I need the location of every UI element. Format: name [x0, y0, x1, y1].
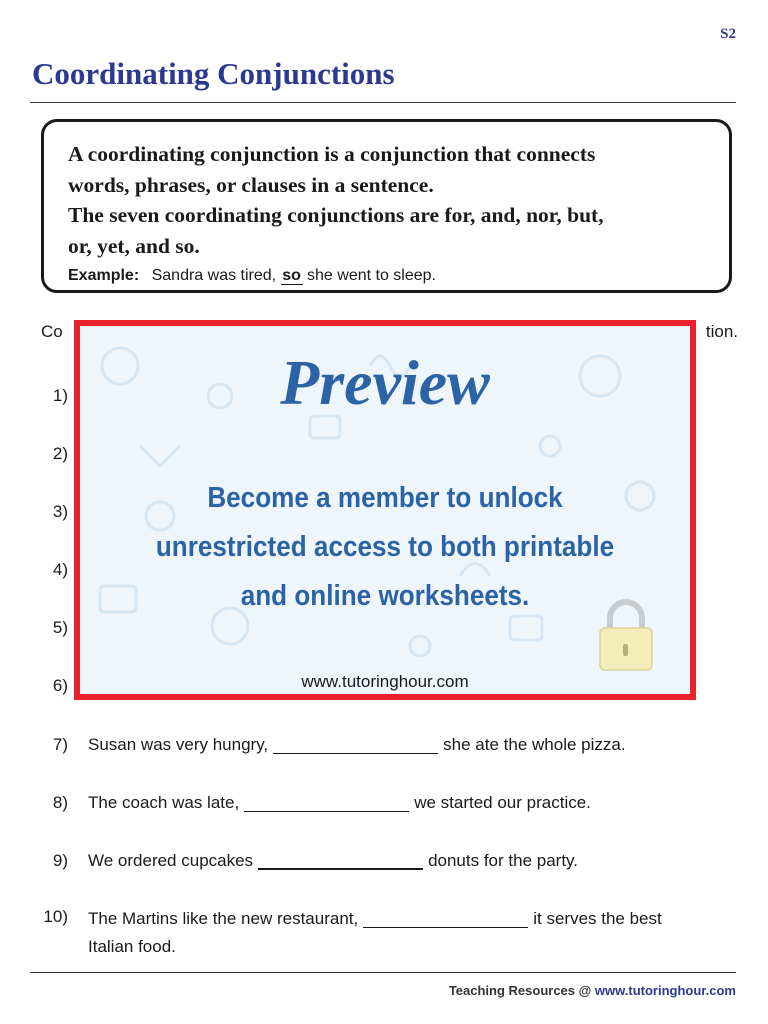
instruction-start: Co: [41, 322, 63, 341]
question-text-before: The Martins like the new restaurant,: [88, 909, 359, 928]
question-text-after: it serves the best: [533, 909, 662, 928]
instruction-end: tion.: [705, 322, 738, 341]
definition-line: words, phrases, or clauses in a sentence.: [68, 172, 434, 197]
answer-blank[interactable]: [273, 733, 438, 754]
definition-line: A coordinating conjunction is a conjunction that connects: [68, 142, 596, 166]
preview-url[interactable]: www.tutoringhour.com: [301, 672, 469, 691]
question-number: 8): [52, 793, 68, 812]
answer-blank[interactable]: [363, 907, 528, 928]
answer-blank[interactable]: [258, 848, 423, 870]
definition-box: [41, 119, 732, 293]
question-text-after: donuts for the party.: [428, 851, 578, 870]
worksheet-code: S2: [720, 26, 736, 42]
definition-line: The seven coordinating conjunctions are for, and, nor, but,: [68, 203, 604, 227]
question-number: 10): [43, 907, 68, 926]
preview-title: Preview: [280, 347, 490, 418]
padlock-icon: [596, 596, 656, 674]
example-sentence: [68, 267, 709, 285]
preview-message: [111, 474, 660, 621]
question-number: 9): [52, 851, 68, 870]
preview-message-line: Become a member to unlock: [207, 482, 563, 514]
question-text-before: We ordered cupcakes: [88, 851, 254, 870]
question-text-after: she ate the whole pizza.: [443, 735, 626, 754]
footer-label: Teaching Resources @: [448, 983, 592, 998]
question-number: 7): [52, 735, 68, 754]
example-after: she went to sleep.: [307, 267, 436, 284]
example-before: Sandra was tired,: [151, 267, 277, 284]
answer-blank[interactable]: [244, 791, 409, 812]
title-divider: [30, 102, 736, 103]
footer-link[interactable]: www.tutoringhour.com: [594, 983, 736, 998]
preview-message-line: unrestricted access to both printable: [155, 531, 615, 563]
page-title: Coordinating Conjunctions: [32, 56, 395, 91]
example-answer: so: [282, 267, 301, 284]
footer: [449, 983, 736, 998]
question-text-before: The coach was late,: [88, 793, 240, 812]
example-label: Example:: [68, 267, 140, 284]
question-text-after-line2: Italian food.: [88, 937, 176, 956]
definition-line: or, yet, and so.: [68, 233, 200, 258]
question-text-after: we started our practice.: [414, 793, 591, 812]
footer-divider: [30, 972, 736, 973]
preview-overlay: [74, 320, 696, 700]
preview-message-line: and online worksheets.: [240, 580, 530, 612]
question-text-before: Susan was very hungry,: [88, 735, 269, 754]
